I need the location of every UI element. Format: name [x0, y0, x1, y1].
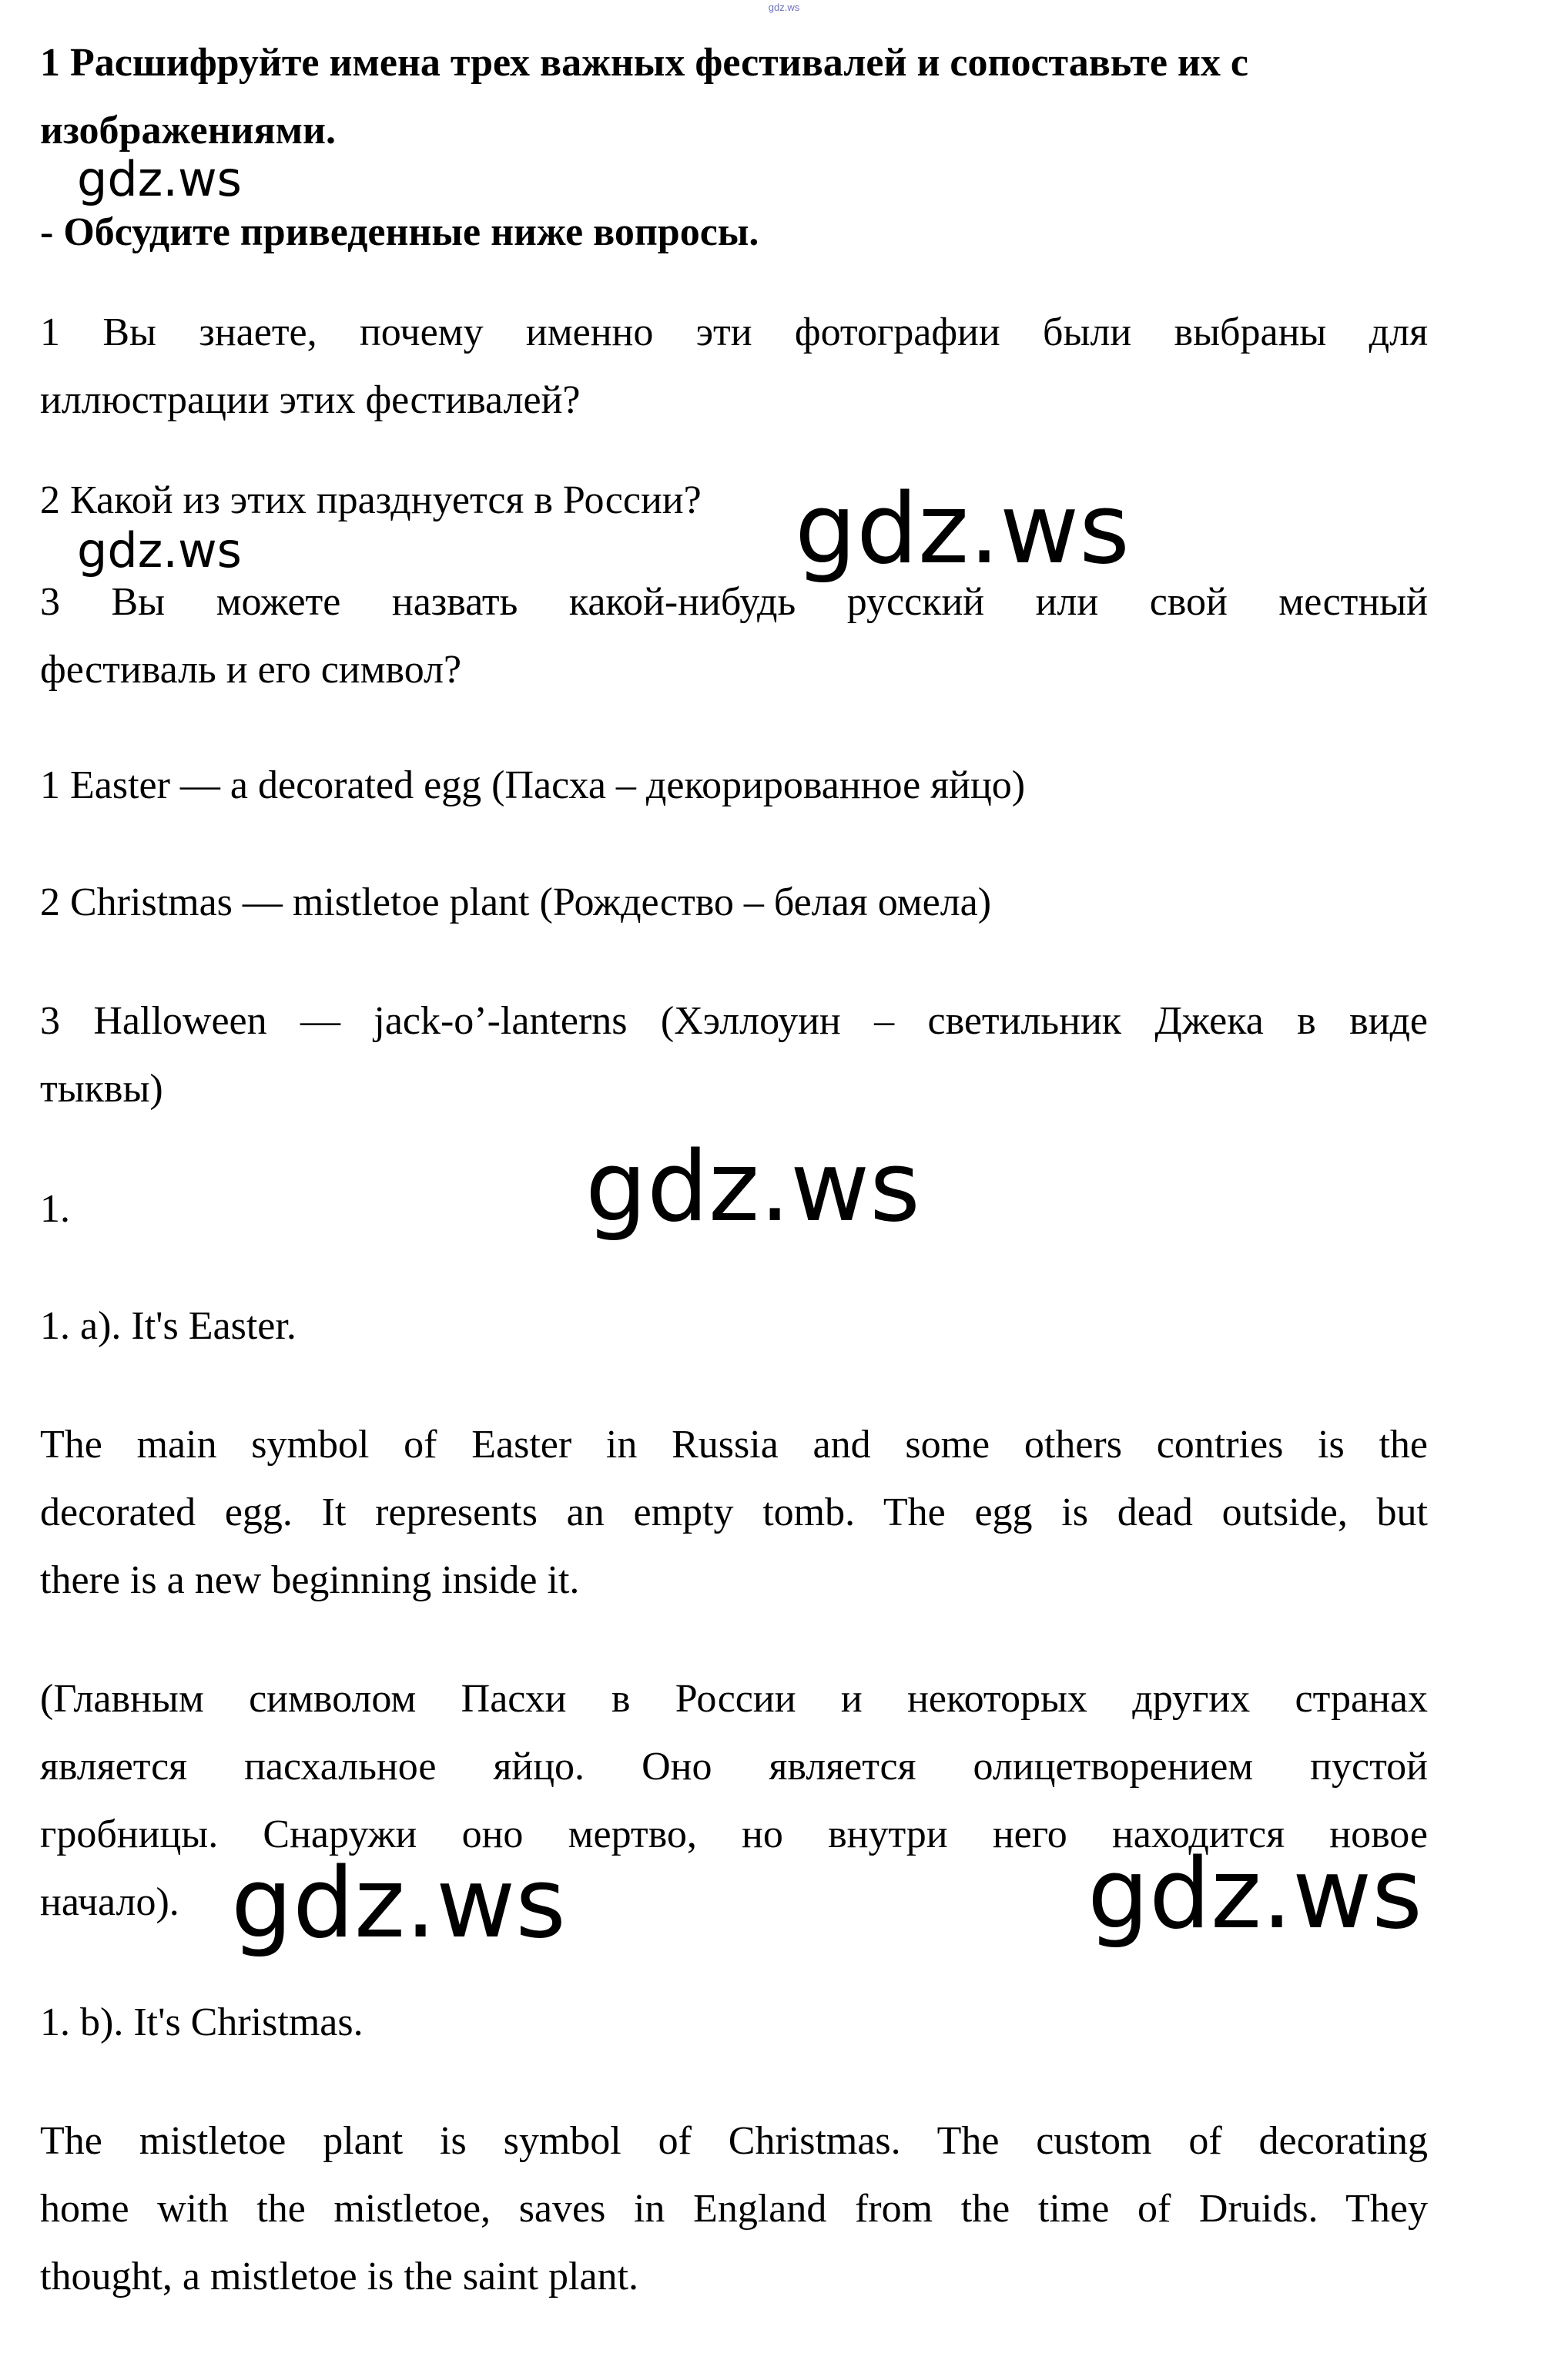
easter-en-line-3: there is a new beginning inside it.	[40, 1558, 580, 1602]
watermark-3: gdz.ws	[795, 472, 1130, 585]
christmas-en-line-3: thought, a mistletoe is the saint plant.	[40, 2255, 639, 2299]
christmas-title: 1. b). It's Christmas.	[40, 2000, 364, 2044]
answer-3-line-2: тыквы)	[40, 1067, 163, 1111]
question-2: 2 Какой из этих празднуется в России?	[40, 478, 702, 522]
watermark-2: gdz.ws	[77, 522, 242, 578]
top-watermark: gdz.ws	[768, 2, 800, 13]
watermark-1: gdz.ws	[77, 151, 242, 207]
question-3-line-2: фестиваль и его символ?	[40, 648, 462, 692]
question-1-line-1: 1 Вы знаете, почему именно эти фотографии были выбраны для	[40, 310, 1428, 354]
easter-ru-line-3: гробницы. Снаружи оно мертво, но внутри него находится новое	[40, 1812, 1428, 1856]
answer-1: 1 Easter — a decorated egg (Пасха – декорированное яйцо)	[40, 763, 1026, 807]
easter-en-line-1: The main symbol of Easter in Russia and some others contries is the	[40, 1423, 1428, 1467]
task-subheading: - Обсудите приведенные ниже вопросы.	[40, 210, 759, 254]
watermark-5: gdz.ws	[231, 1846, 566, 1960]
question-3-line-1: 3 Вы можете назвать какой-нибудь русский или свой местный	[40, 580, 1428, 624]
easter-ru-line-4: начало).	[40, 1880, 179, 1924]
section-number: 1.	[40, 1187, 70, 1231]
easter-ru-line-2: является пасхальное яйцо. Оно является олицетворением пустой	[40, 1745, 1428, 1789]
watermark-4: gdz.ws	[585, 1130, 920, 1243]
christmas-en-line-2: home with the mistletoe, saves in England from the time of Druids. They	[40, 2187, 1428, 2231]
question-1-line-2: иллюстрации этих фестивалей?	[40, 378, 581, 422]
easter-ru-line-1: (Главным символом Пасхи в России и некоторых других странах	[40, 1677, 1428, 1721]
watermark-6: gdz.ws	[1087, 1837, 1422, 1950]
task-heading-line-2: изображениями.	[40, 109, 337, 153]
answer-2: 2 Christmas — mistletoe plant (Рождество – белая омела)	[40, 880, 992, 924]
task-heading-line-1: 1 Расшифруйте имена трех важных фестивалей и сопоставьте их с	[40, 41, 1248, 85]
christmas-en-line-1: The mistletoe plant is symbol of Christmas. The custom of decorating	[40, 2119, 1428, 2163]
easter-en-line-2: decorated egg. It represents an empty tomb. The egg is dead outside, but	[40, 1490, 1428, 1534]
answer-3-line-1: 3 Halloween — jack-o’-lanterns (Хэллоуин – светильник Джека в виде	[40, 999, 1428, 1043]
easter-title: 1. a). It's Easter.	[40, 1304, 297, 1348]
